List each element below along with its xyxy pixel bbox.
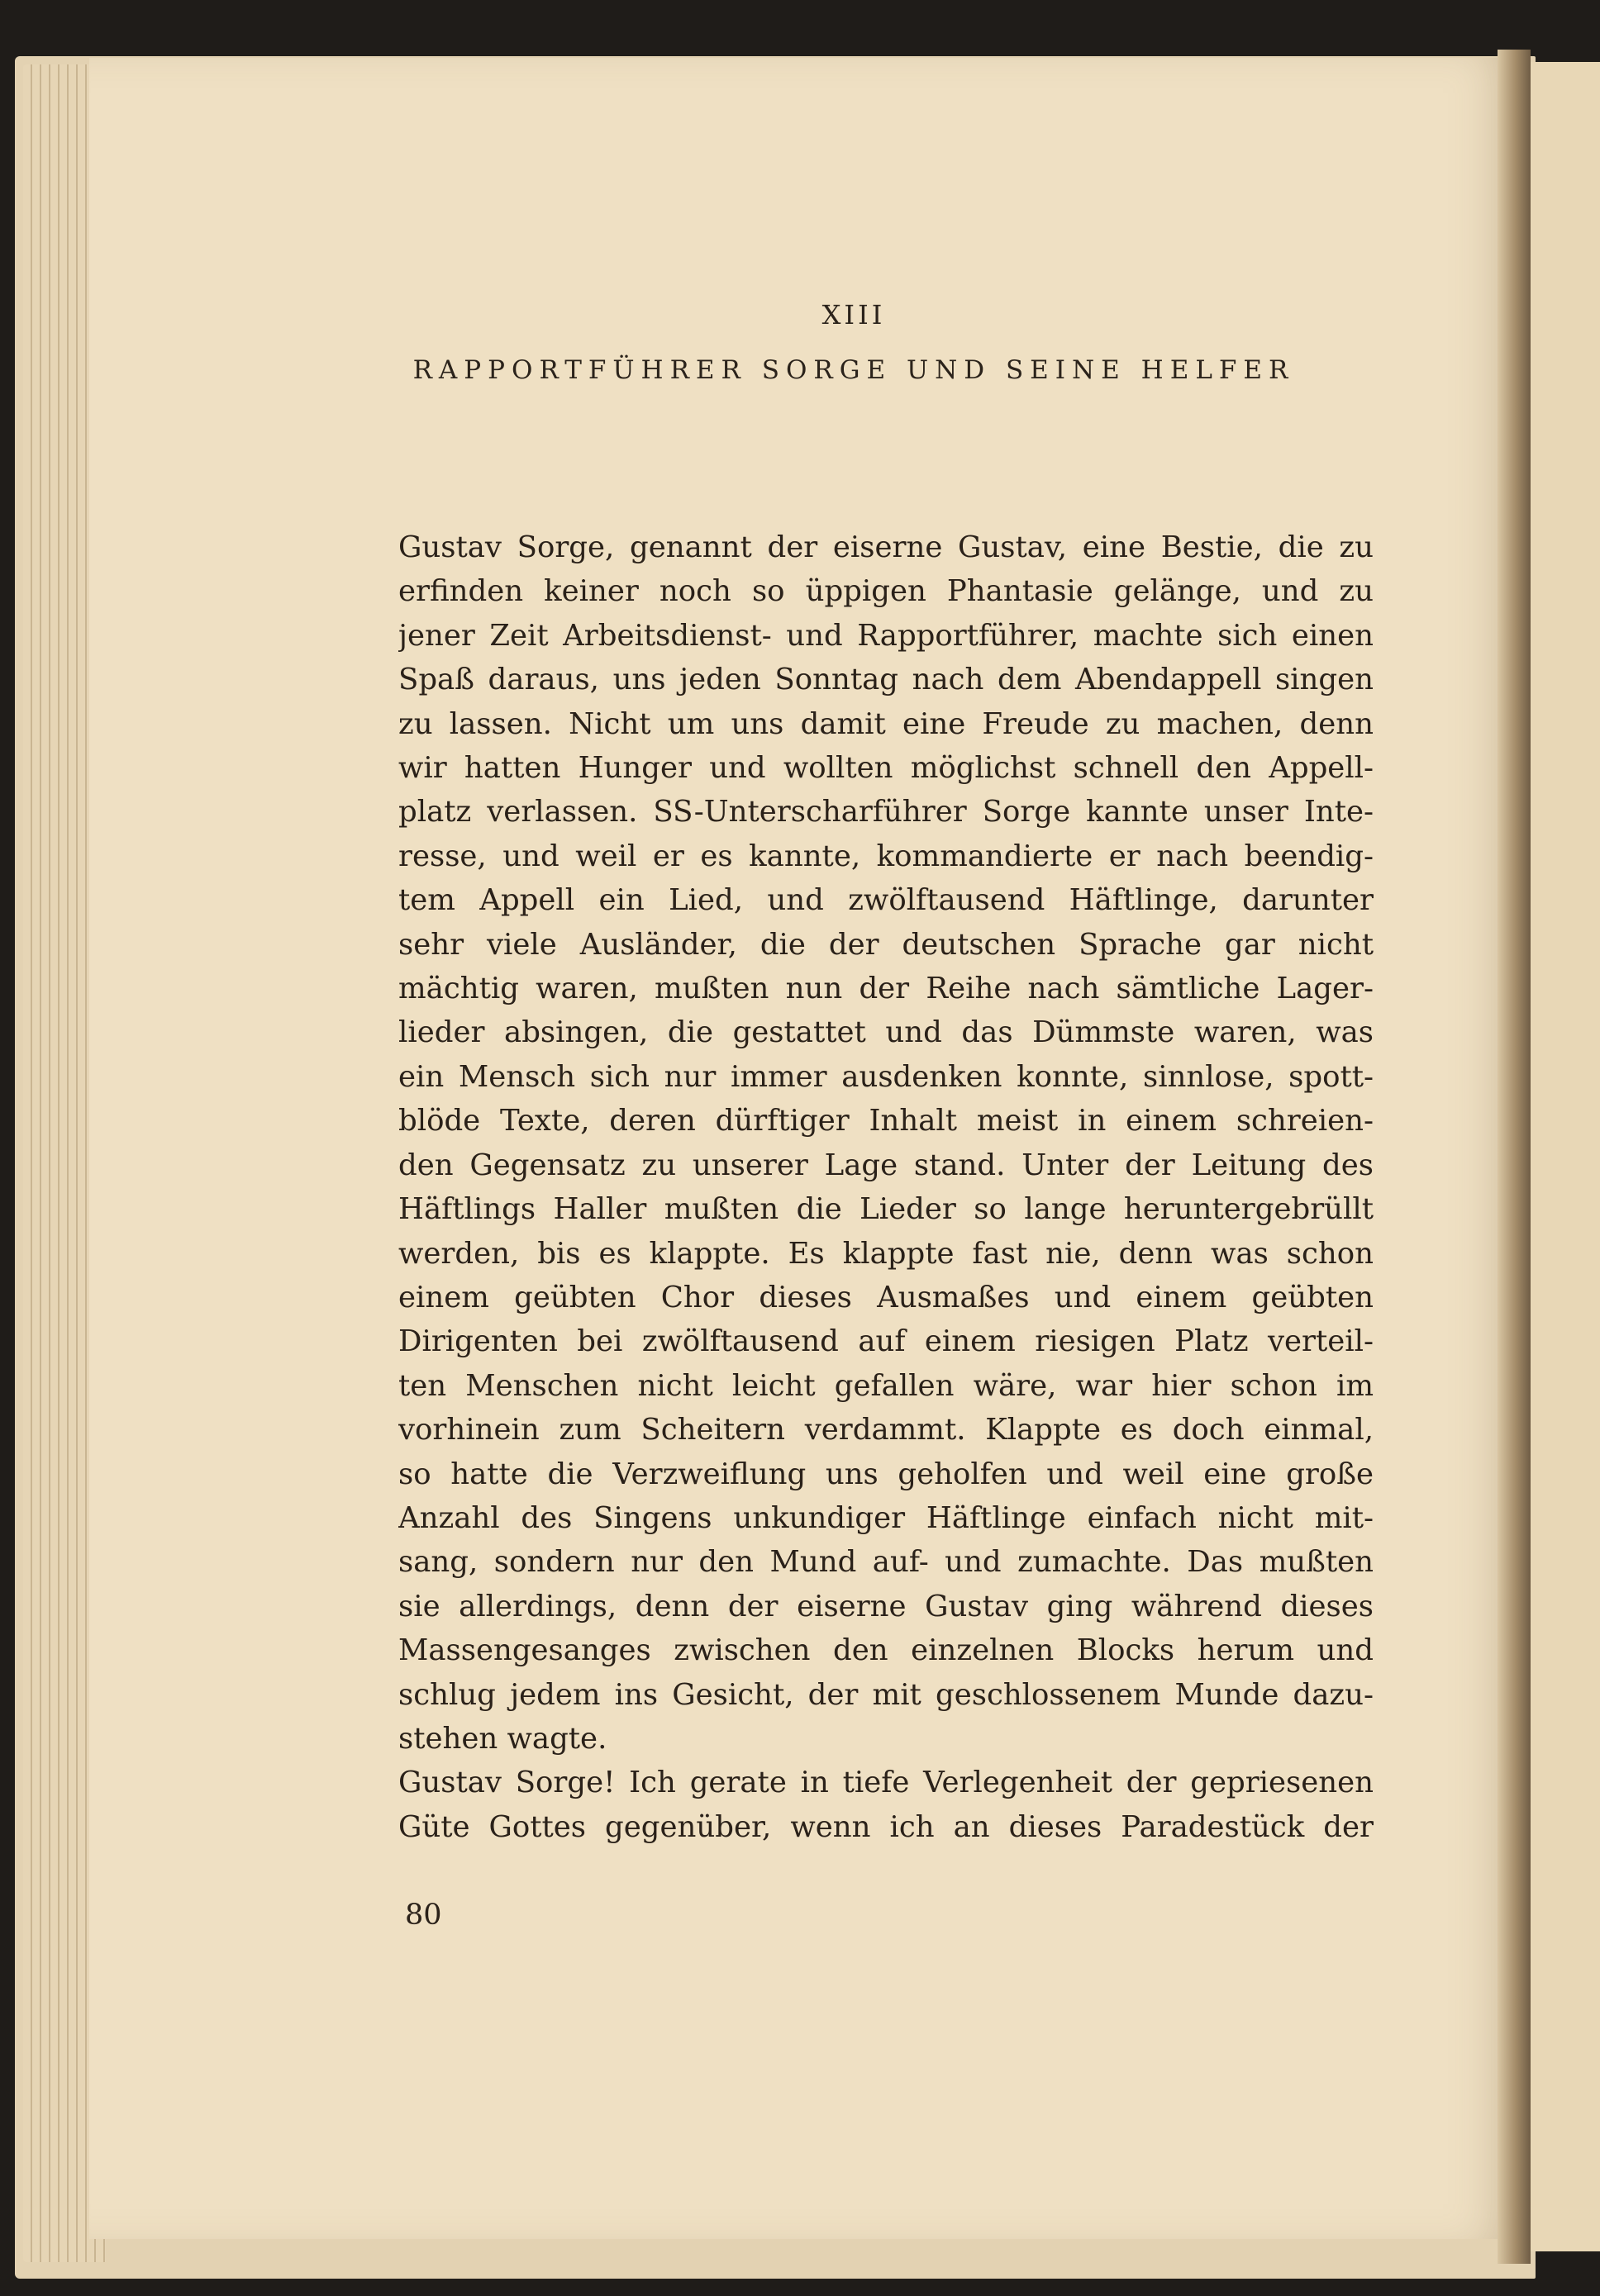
text-line: Anzahl des Singens unkundiger Häftlinge einfach nicht mit- bbox=[398, 1500, 1374, 1535]
text-line: Massengesanges zwischen den einzelnen Blocks herum und bbox=[398, 1633, 1374, 1668]
text-line: Gustav Sorge, genannt der eiserne Gustav, eine Bestie, die zu bbox=[398, 530, 1374, 564]
text-line: Spaß daraus, uns jeden Sonntag nach dem Abendappell singen bbox=[398, 663, 1374, 697]
text-line: den Gegensatz zu unserer Lage stand. Unter der Leitung des bbox=[398, 1148, 1374, 1182]
text-line: blöde Texte, deren dürftiger Inhalt meist in einem schreien- bbox=[398, 1104, 1374, 1138]
text-line: resse, und weil er es kannte, kommandierte er nach beendig- bbox=[398, 839, 1374, 873]
text-line: ten Menschen nicht leicht gefallen wäre, war hier schon im bbox=[398, 1368, 1374, 1403]
text-line: so hatte die Verzweiflung uns geholfen und weil eine große bbox=[398, 1457, 1374, 1491]
text-line: Gustav Sorge! Ich gerate in tiefe Verlegenheit der gepriesenen bbox=[398, 1766, 1374, 1800]
text-line: Häftlings Haller mußten die Lieder so lange heruntergebrüllt bbox=[398, 1192, 1374, 1227]
text-line: sie allerdings, denn der eiserne Gustav ging während dieses bbox=[398, 1589, 1374, 1623]
text-line: schlug jedem ins Gesicht, der mit geschlossenem Munde dazu- bbox=[398, 1677, 1374, 1712]
text-line: ein Mensch sich nur immer ausdenken konnte, sinnlose, spott- bbox=[398, 1059, 1374, 1094]
text-line: stehen wagte. bbox=[398, 1721, 607, 1756]
body-text bbox=[398, 525, 1374, 1849]
text-line: vorhinein zum Scheitern verdammt. Klappte es doch einmal, bbox=[398, 1413, 1374, 1447]
text-line: werden, bis es klappte. Es klappte fast nie, denn was schon bbox=[398, 1236, 1374, 1271]
text-line: sehr viele Ausländer, die der deutschen Sprache gar nicht bbox=[398, 927, 1374, 962]
text-line: Dirigenten bei zwölftausend auf einem riesigen Platz verteil- bbox=[398, 1324, 1374, 1359]
text-line: jener Zeit Arbeitsdienst- und Rapportführer, machte sich einen bbox=[398, 618, 1374, 653]
text-line: wir hatten Hunger und wollten möglichst schnell den Appell- bbox=[398, 751, 1374, 786]
text-line: einem geübten Chor dieses Ausmaßes und einem geübten bbox=[398, 1280, 1374, 1314]
page-number: 80 bbox=[405, 1899, 442, 1932]
text-line: erfinden keiner noch so üppigen Phantasie gelänge, und zu bbox=[398, 574, 1374, 609]
text-line: tem Appell ein Lied, und zwölftausend Häftlinge, darunter bbox=[398, 883, 1374, 918]
text-line: sang, sondern nur den Mund auf- und zumachte. Das mußten bbox=[398, 1545, 1374, 1580]
text-line: lieder absingen, die gestattet und das Dümmste waren, was bbox=[398, 1015, 1374, 1050]
chapter-number: XIII bbox=[821, 299, 886, 330]
chapter-title: RAPPORTFÜHRER SORGE UND SEINE HELFER bbox=[412, 355, 1295, 385]
text-line: platz verlassen. SS-Unterscharführer Sorge kannte unser Inte- bbox=[398, 795, 1374, 830]
facing-page-edge bbox=[1531, 62, 1600, 2251]
text-line: Güte Gottes gegenüber, wenn ich an dieses Paradestück der bbox=[398, 1809, 1374, 1844]
text-line: mächtig waren, mußten nun der Reihe nach sämtliche Lager- bbox=[398, 972, 1374, 1006]
text-line: zu lassen. Nicht um uns damit eine Freude zu machen, denn bbox=[398, 706, 1374, 741]
